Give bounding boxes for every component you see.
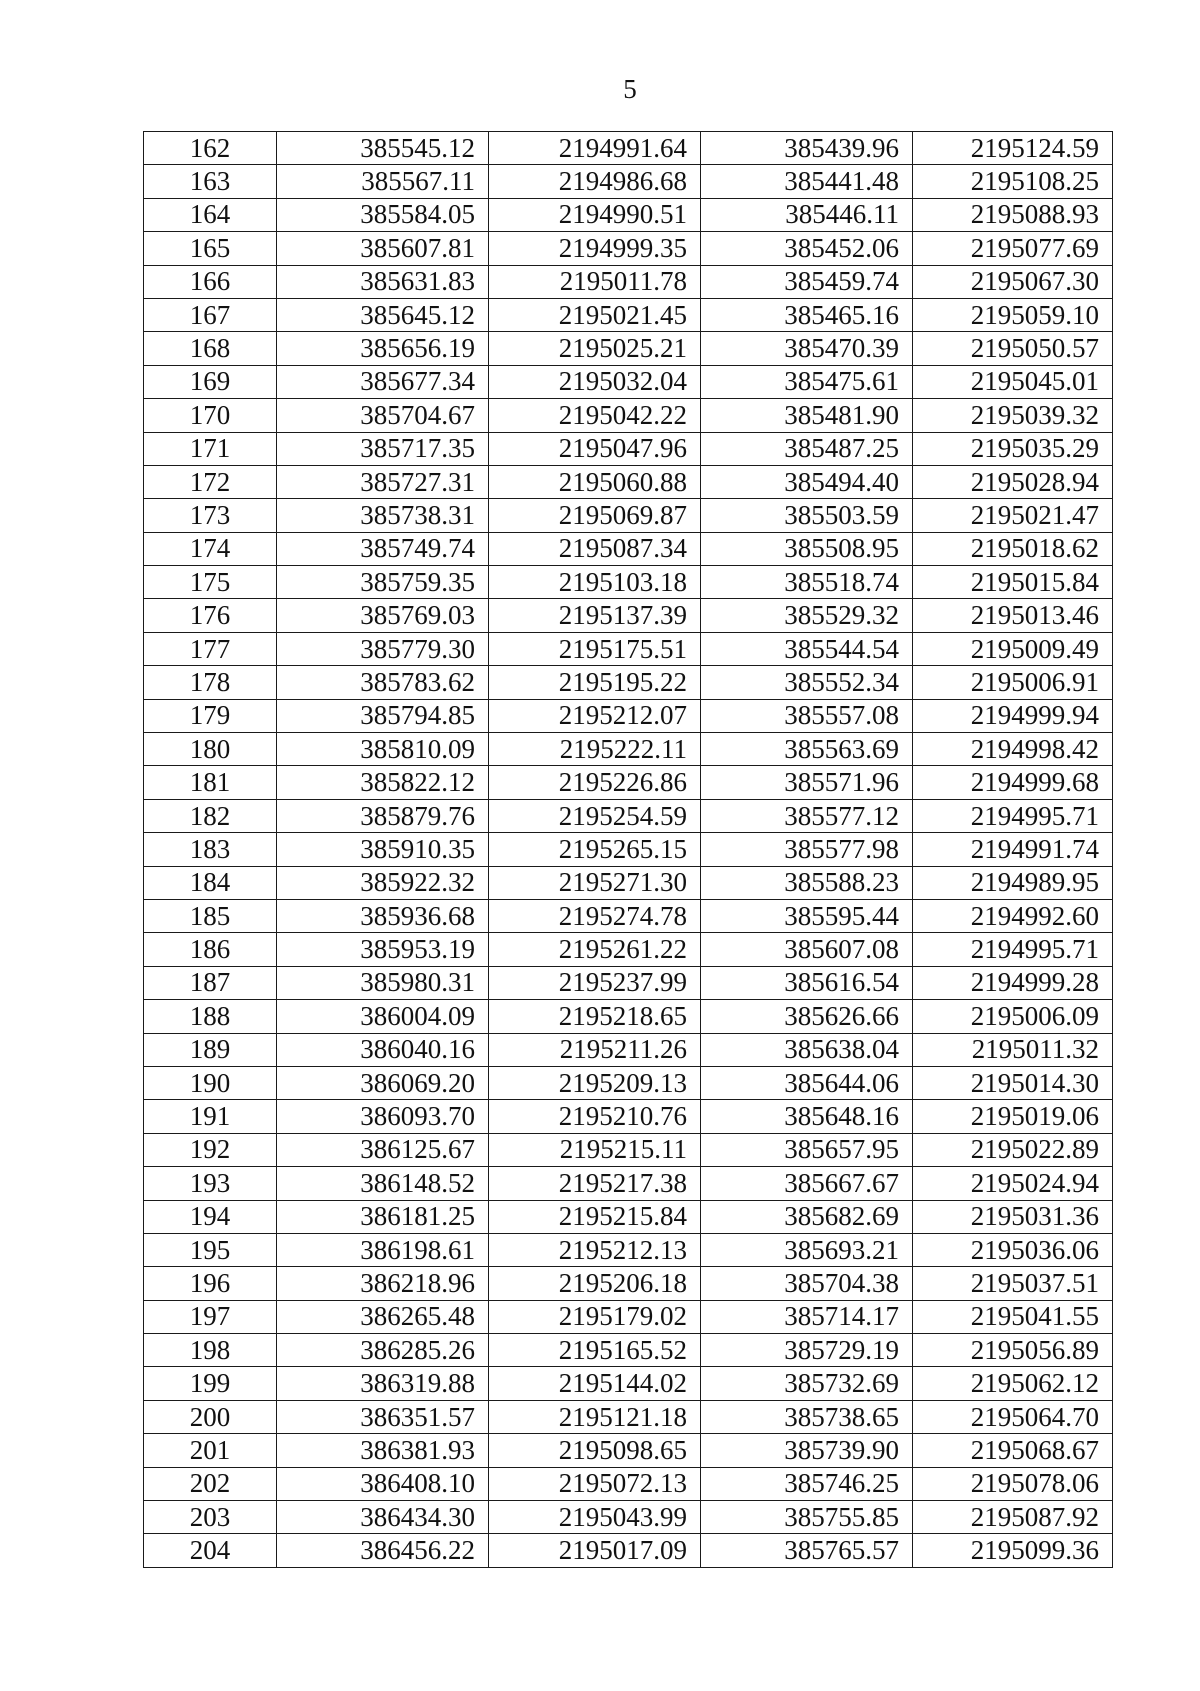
point-number-cell: 195	[144, 1233, 277, 1266]
coordinate-cell: 2195144.02	[489, 1367, 701, 1400]
table-body	[144, 132, 1113, 1568]
coordinate-cell: 385910.35	[277, 833, 489, 866]
coordinate-cell: 2195212.07	[489, 699, 701, 732]
coordinate-cell: 385738.65	[701, 1400, 913, 1433]
coordinate-cell: 2195271.30	[489, 866, 701, 899]
coordinate-cell: 385441.48	[701, 165, 913, 198]
coordinate-cell: 385567.11	[277, 165, 489, 198]
coordinate-cell: 2194995.71	[913, 799, 1113, 832]
coordinate-cell: 2194992.60	[913, 899, 1113, 932]
point-number-cell: 197	[144, 1300, 277, 1333]
coordinate-cell: 2195064.70	[913, 1400, 1113, 1433]
coordinate-cell: 2195059.10	[913, 298, 1113, 331]
coordinate-cell: 385980.31	[277, 966, 489, 999]
coordinate-cell: 385544.54	[701, 632, 913, 665]
coordinate-cell: 2194999.94	[913, 699, 1113, 732]
coordinate-cell: 2195043.99	[489, 1501, 701, 1534]
coordinate-cell: 385769.03	[277, 599, 489, 632]
coordinate-cell: 2195028.94	[913, 465, 1113, 498]
table-row	[144, 365, 1113, 398]
table-row	[144, 699, 1113, 732]
point-number-cell: 177	[144, 632, 277, 665]
coordinate-cell: 2195121.18	[489, 1400, 701, 1433]
coordinate-cell: 2195011.78	[489, 265, 701, 298]
coordinate-cell: 385704.67	[277, 399, 489, 432]
coordinate-cell: 2195021.45	[489, 298, 701, 331]
table-row	[144, 566, 1113, 599]
coordinate-cell: 385446.11	[701, 198, 913, 231]
table-row	[144, 298, 1113, 331]
point-number-cell: 175	[144, 566, 277, 599]
coordinate-cell: 385765.57	[701, 1534, 913, 1567]
coordinate-cell: 2195087.92	[913, 1501, 1113, 1534]
coordinate-cell: 386181.25	[277, 1200, 489, 1233]
coordinate-cell: 385732.69	[701, 1367, 913, 1400]
table-row	[144, 799, 1113, 832]
coordinate-cell: 385584.05	[277, 198, 489, 231]
point-number-cell: 194	[144, 1200, 277, 1233]
coordinate-cell: 385794.85	[277, 699, 489, 732]
coordinate-cell: 2194991.64	[489, 132, 701, 165]
coordinate-cell: 385588.23	[701, 866, 913, 899]
coordinate-cell: 385563.69	[701, 733, 913, 766]
coordinate-cell: 385452.06	[701, 232, 913, 265]
coordinate-cell: 2195209.13	[489, 1066, 701, 1099]
coordinate-cell: 2195226.86	[489, 766, 701, 799]
table-row	[144, 198, 1113, 231]
point-number-cell: 183	[144, 833, 277, 866]
table-row	[144, 866, 1113, 899]
point-number-cell: 201	[144, 1434, 277, 1467]
coordinate-cell: 385481.90	[701, 399, 913, 432]
point-number-cell: 199	[144, 1367, 277, 1400]
coordinate-cell: 2195195.22	[489, 666, 701, 699]
coordinate-cell: 2195067.30	[913, 265, 1113, 298]
coordinate-cell: 2194991.74	[913, 833, 1113, 866]
coordinate-cell: 2195009.49	[913, 632, 1113, 665]
coordinate-cell: 2195078.06	[913, 1467, 1113, 1500]
coordinate-cell: 385779.30	[277, 632, 489, 665]
table-row	[144, 1400, 1113, 1433]
coordinate-cell: 385739.90	[701, 1434, 913, 1467]
coordinate-cell: 385746.25	[701, 1467, 913, 1500]
coordinate-cell: 2194989.95	[913, 866, 1113, 899]
coordinate-cell: 385607.81	[277, 232, 489, 265]
table-row	[144, 766, 1113, 799]
point-number-cell: 165	[144, 232, 277, 265]
coordinate-cell: 2194999.35	[489, 232, 701, 265]
coordinate-cell: 2195098.65	[489, 1434, 701, 1467]
coordinate-cell: 385644.06	[701, 1066, 913, 1099]
coordinate-cell: 386198.61	[277, 1233, 489, 1266]
coordinate-cell: 2194999.28	[913, 966, 1113, 999]
coordinate-cell: 2195103.18	[489, 566, 701, 599]
point-number-cell: 202	[144, 1467, 277, 1500]
coordinate-cell: 386351.57	[277, 1400, 489, 1433]
coordinate-cell: 2195165.52	[489, 1334, 701, 1367]
coordinate-cell: 2195025.21	[489, 332, 701, 365]
table-row	[144, 265, 1113, 298]
table-row	[144, 899, 1113, 932]
coordinate-cell: 2195024.94	[913, 1167, 1113, 1200]
coordinate-cell: 385693.21	[701, 1233, 913, 1266]
coordinate-cell: 385595.44	[701, 899, 913, 932]
coordinate-cell: 385607.08	[701, 933, 913, 966]
coordinate-cell: 2195179.02	[489, 1300, 701, 1333]
coordinate-cell: 385470.39	[701, 332, 913, 365]
point-number-cell: 185	[144, 899, 277, 932]
coordinate-cell: 385879.76	[277, 799, 489, 832]
table-row	[144, 532, 1113, 565]
table-row	[144, 966, 1113, 999]
table-row	[144, 432, 1113, 465]
coordinate-cell: 2195035.29	[913, 432, 1113, 465]
coordinate-cell: 2195032.04	[489, 365, 701, 398]
coordinate-cell: 386069.20	[277, 1066, 489, 1099]
table-row	[144, 733, 1113, 766]
coordinate-cell: 385487.25	[701, 432, 913, 465]
coordinate-cell: 385704.38	[701, 1267, 913, 1300]
coordinate-cell: 2195069.87	[489, 499, 701, 532]
point-number-cell: 176	[144, 599, 277, 632]
point-number-cell: 196	[144, 1267, 277, 1300]
coordinate-cell: 385638.04	[701, 1033, 913, 1066]
coordinate-cell: 2195222.11	[489, 733, 701, 766]
coordinate-cell: 2195060.88	[489, 465, 701, 498]
coordinate-cell: 2195237.99	[489, 966, 701, 999]
point-number-cell: 187	[144, 966, 277, 999]
table-row	[144, 1300, 1113, 1333]
table-row	[144, 1267, 1113, 1300]
table-row	[144, 1066, 1113, 1099]
coordinate-cell: 385657.95	[701, 1133, 913, 1166]
table-row	[144, 399, 1113, 432]
coordinate-cell: 385822.12	[277, 766, 489, 799]
coordinate-cell: 385577.12	[701, 799, 913, 832]
point-number-cell: 174	[144, 532, 277, 565]
coordinate-cell: 2195068.67	[913, 1434, 1113, 1467]
coordinate-cell: 2195218.65	[489, 1000, 701, 1033]
coordinate-cell: 386218.96	[277, 1267, 489, 1300]
coordinate-cell: 386285.26	[277, 1334, 489, 1367]
coordinate-cell: 385667.67	[701, 1167, 913, 1200]
coordinate-cell: 2195006.09	[913, 1000, 1113, 1033]
coordinate-cell: 2195050.57	[913, 332, 1113, 365]
coordinate-cell: 386125.67	[277, 1133, 489, 1166]
coordinate-cell: 2195047.96	[489, 432, 701, 465]
point-number-cell: 168	[144, 332, 277, 365]
coordinate-cell: 386381.93	[277, 1434, 489, 1467]
table-row	[144, 1233, 1113, 1266]
coordinate-cell: 385529.32	[701, 599, 913, 632]
coordinate-cell: 2194990.51	[489, 198, 701, 231]
point-number-cell: 182	[144, 799, 277, 832]
coordinate-cell: 386408.10	[277, 1467, 489, 1500]
point-number-cell: 181	[144, 766, 277, 799]
table-row	[144, 666, 1113, 699]
point-number-cell: 169	[144, 365, 277, 398]
point-number-cell: 192	[144, 1133, 277, 1166]
table-row	[144, 1434, 1113, 1467]
coordinate-cell: 2195215.84	[489, 1200, 701, 1233]
coordinate-cell: 2195077.69	[913, 232, 1113, 265]
point-number-cell: 178	[144, 666, 277, 699]
table-row	[144, 232, 1113, 265]
coordinate-cell: 2195211.26	[489, 1033, 701, 1066]
coordinate-cell: 386040.16	[277, 1033, 489, 1066]
table-row	[144, 1100, 1113, 1133]
table-row	[144, 833, 1113, 866]
coordinate-cell: 2195087.34	[489, 532, 701, 565]
coordinate-cell: 2195018.62	[913, 532, 1113, 565]
coordinate-cell: 385545.12	[277, 132, 489, 165]
table-row	[144, 1200, 1113, 1233]
coordinate-cell: 386434.30	[277, 1501, 489, 1534]
table-row	[144, 499, 1113, 532]
coordinate-cell: 2195039.32	[913, 399, 1113, 432]
coordinate-cell: 2195274.78	[489, 899, 701, 932]
coordinate-cell: 386148.52	[277, 1167, 489, 1200]
point-number-cell: 186	[144, 933, 277, 966]
coordinate-cell: 2195006.91	[913, 666, 1113, 699]
coordinate-cell: 2195088.93	[913, 198, 1113, 231]
coordinate-cell: 385626.66	[701, 1000, 913, 1033]
coordinate-cell: 2194995.71	[913, 933, 1113, 966]
coordinate-cell: 2195011.32	[913, 1033, 1113, 1066]
table-row	[144, 465, 1113, 498]
coordinate-cell: 385755.85	[701, 1501, 913, 1534]
coordinate-cell: 2195041.55	[913, 1300, 1113, 1333]
coordinate-cell: 2195254.59	[489, 799, 701, 832]
point-number-cell: 190	[144, 1066, 277, 1099]
coordinate-cell: 385552.34	[701, 666, 913, 699]
coordinate-cell: 2195031.36	[913, 1200, 1113, 1233]
point-number-cell: 166	[144, 265, 277, 298]
table-row	[144, 1033, 1113, 1066]
point-number-cell: 171	[144, 432, 277, 465]
coordinate-cell: 385727.31	[277, 465, 489, 498]
coordinate-cell: 386093.70	[277, 1100, 489, 1133]
point-number-cell: 191	[144, 1100, 277, 1133]
table-row	[144, 1133, 1113, 1166]
coordinate-cell: 2195212.13	[489, 1233, 701, 1266]
table-row	[144, 1367, 1113, 1400]
point-number-cell: 198	[144, 1334, 277, 1367]
coordinate-cell: 386456.22	[277, 1534, 489, 1567]
table-row	[144, 1167, 1113, 1200]
coordinate-cell: 385717.35	[277, 432, 489, 465]
coordinate-cell: 385459.74	[701, 265, 913, 298]
point-number-cell: 189	[144, 1033, 277, 1066]
coordinate-cell: 385738.31	[277, 499, 489, 532]
coordinate-cell: 385508.95	[701, 532, 913, 565]
coordinate-cell: 385759.35	[277, 566, 489, 599]
point-number-cell: 167	[144, 298, 277, 331]
coordinate-cell: 385749.74	[277, 532, 489, 565]
coordinate-cell: 385439.96	[701, 132, 913, 165]
coordinate-cell: 2195265.15	[489, 833, 701, 866]
coordinate-cell: 385503.59	[701, 499, 913, 532]
coordinate-cell: 385953.19	[277, 933, 489, 966]
coordinate-cell: 386004.09	[277, 1000, 489, 1033]
table-row	[144, 599, 1113, 632]
coordinate-cell: 385645.12	[277, 298, 489, 331]
coordinate-cell: 385494.40	[701, 465, 913, 498]
coordinate-cell: 2195013.46	[913, 599, 1113, 632]
point-number-cell: 170	[144, 399, 277, 432]
coordinate-cell: 385714.17	[701, 1300, 913, 1333]
table-row	[144, 332, 1113, 365]
point-number-cell: 188	[144, 1000, 277, 1033]
coordinate-cell: 2194999.68	[913, 766, 1113, 799]
coordinate-cell: 385616.54	[701, 966, 913, 999]
coordinate-cell: 2195217.38	[489, 1167, 701, 1200]
table-row	[144, 1534, 1113, 1567]
coordinate-cell: 2195021.47	[913, 499, 1113, 532]
table-row	[144, 1000, 1113, 1033]
point-number-cell: 172	[144, 465, 277, 498]
coordinate-cell: 2195108.25	[913, 165, 1113, 198]
coordinate-cell: 385518.74	[701, 566, 913, 599]
coordinate-cell: 385475.61	[701, 365, 913, 398]
coordinate-cell: 385656.19	[277, 332, 489, 365]
point-number-cell: 203	[144, 1501, 277, 1534]
coordinate-cell: 2195017.09	[489, 1534, 701, 1567]
page-number: 5	[623, 74, 637, 104]
coordinate-cell: 2195099.36	[913, 1534, 1113, 1567]
coordinate-cell: 2195206.18	[489, 1267, 701, 1300]
coordinate-cell: 2195072.13	[489, 1467, 701, 1500]
table-row	[144, 933, 1113, 966]
coordinate-cell: 385729.19	[701, 1334, 913, 1367]
point-number-cell: 200	[144, 1400, 277, 1433]
coordinate-cell: 2195062.12	[913, 1367, 1113, 1400]
coordinate-cell: 385922.32	[277, 866, 489, 899]
coordinate-cell: 2195019.06	[913, 1100, 1113, 1133]
coordinate-cell: 2195215.11	[489, 1133, 701, 1166]
coordinate-cell: 2195042.22	[489, 399, 701, 432]
coordinate-cell: 2195261.22	[489, 933, 701, 966]
coordinates-table	[143, 131, 1113, 1568]
coordinate-cell: 385648.16	[701, 1100, 913, 1133]
table-row	[144, 632, 1113, 665]
coordinate-cell: 2195015.84	[913, 566, 1113, 599]
coordinate-cell: 385571.96	[701, 766, 913, 799]
coordinate-cell: 2195175.51	[489, 632, 701, 665]
coordinate-cell: 386319.88	[277, 1367, 489, 1400]
coordinate-cell: 2195036.06	[913, 1233, 1113, 1266]
point-number-cell: 163	[144, 165, 277, 198]
point-number-cell: 164	[144, 198, 277, 231]
point-number-cell: 179	[144, 699, 277, 732]
coordinate-cell: 2195037.51	[913, 1267, 1113, 1300]
coordinate-cell: 385557.08	[701, 699, 913, 732]
point-number-cell: 180	[144, 733, 277, 766]
coordinate-cell: 385465.16	[701, 298, 913, 331]
coordinate-cell: 2195045.01	[913, 365, 1113, 398]
coordinate-cell: 2195022.89	[913, 1133, 1113, 1166]
coordinate-cell: 385783.62	[277, 666, 489, 699]
point-number-cell: 193	[144, 1167, 277, 1200]
coordinate-cell: 385810.09	[277, 733, 489, 766]
coordinate-cell: 386265.48	[277, 1300, 489, 1333]
point-number-cell: 173	[144, 499, 277, 532]
coordinate-cell: 385577.98	[701, 833, 913, 866]
coordinate-cell: 2195056.89	[913, 1334, 1113, 1367]
coordinate-cell: 385682.69	[701, 1200, 913, 1233]
coordinate-cell: 385677.34	[277, 365, 489, 398]
table-row	[144, 1501, 1113, 1534]
coordinate-cell: 2194998.42	[913, 733, 1113, 766]
coordinate-cell: 2195124.59	[913, 132, 1113, 165]
coordinate-cell: 2195014.30	[913, 1066, 1113, 1099]
table-row	[144, 132, 1113, 165]
coordinate-cell: 385631.83	[277, 265, 489, 298]
point-number-cell: 204	[144, 1534, 277, 1567]
coordinate-cell: 2194986.68	[489, 165, 701, 198]
coordinate-cell: 2195210.76	[489, 1100, 701, 1133]
coordinate-cell: 2195137.39	[489, 599, 701, 632]
table-row	[144, 165, 1113, 198]
point-number-cell: 184	[144, 866, 277, 899]
table-row	[144, 1334, 1113, 1367]
coordinate-cell: 385936.68	[277, 899, 489, 932]
point-number-cell: 162	[144, 132, 277, 165]
table-row	[144, 1467, 1113, 1500]
